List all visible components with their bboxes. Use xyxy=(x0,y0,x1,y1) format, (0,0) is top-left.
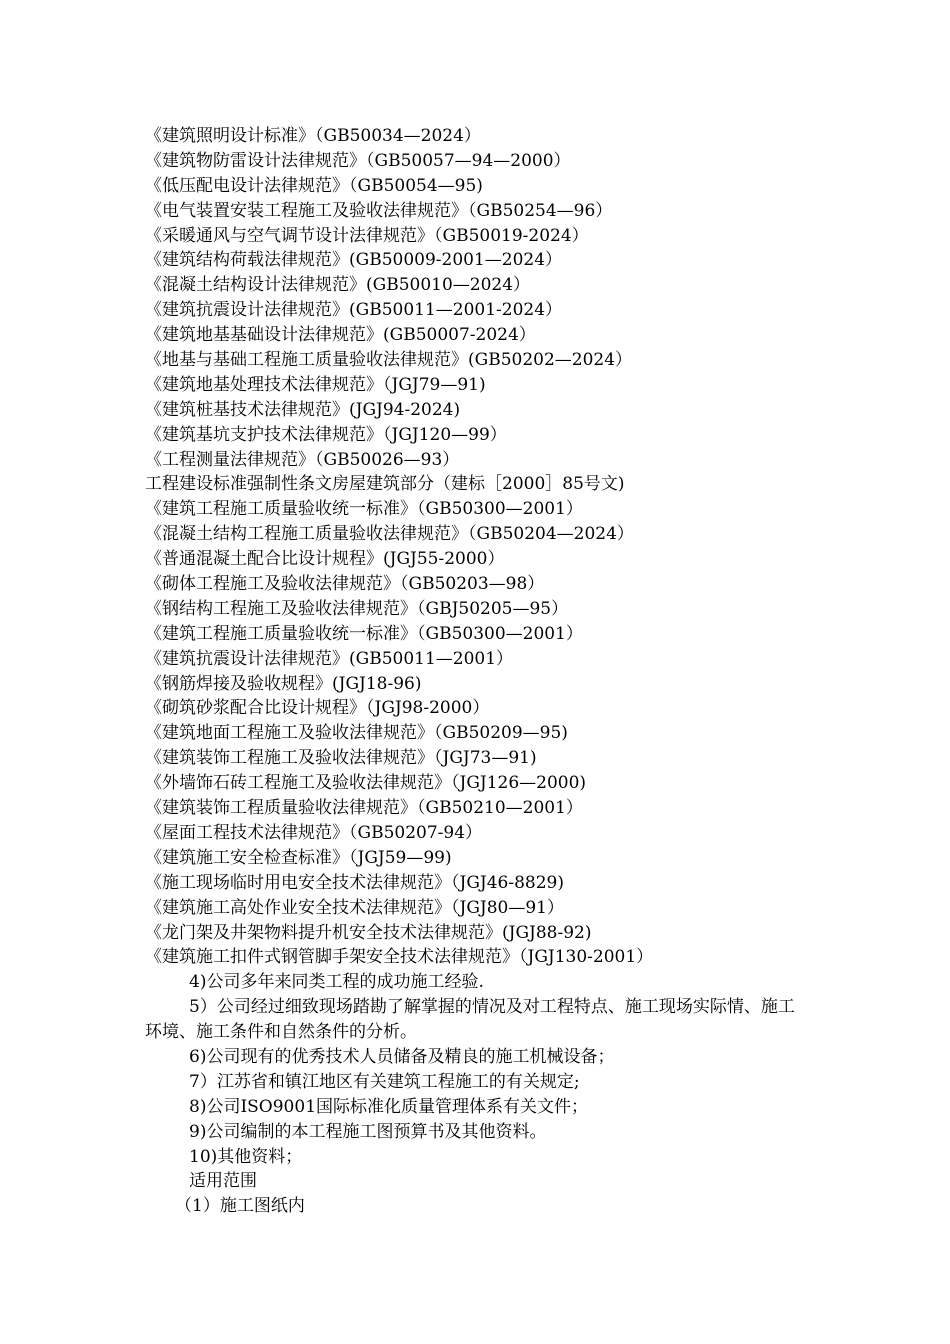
standard-item: 《建筑地面工程施工及验收法律规范》（GB50209—95) xyxy=(145,723,568,744)
standard-item: 《钢结构工程施工及验收法律规范》（GBJ50205—95） xyxy=(145,598,569,619)
standard-item: 《建筑基坑支护技术法律规范》（JGJ120—99） xyxy=(145,424,507,445)
standard-item: 《砌筑砂浆配合比设计规程》（JGJ98-2000） xyxy=(145,698,490,719)
standard-item: 《建筑装饰工程施工及验收法律规范》（JGJ73—91) xyxy=(145,748,537,769)
basis-item-4: 4)公司多年来同类工程的成功施工经验. xyxy=(189,972,484,993)
standard-item: 工程建设标准强制性条文房屋建筑部分（建标［2000］85号文) xyxy=(145,474,625,495)
basis-item-10: 10)其他资料； xyxy=(189,1146,303,1167)
standard-item: 《砌体工程施工及验收法律规范》（GB50203—98） xyxy=(145,574,545,595)
scope-heading: 适用范围 xyxy=(189,1171,257,1192)
standard-item: 《工程测量法律规范》（GB50026—93） xyxy=(145,449,460,470)
standard-item: 《建筑地基处理技术法律规范》（JGJ79—91) xyxy=(145,374,486,395)
document-body xyxy=(145,124,815,1219)
basis-item-9: 9)公司编制的本工程施工图预算书及其他资料。 xyxy=(189,1121,547,1142)
standard-item: 《龙门架及井架物料提升机安全技术法律规范》(JGJ88-92) xyxy=(145,922,592,943)
basis-item-7: 7）江苏省和镇江地区有关建筑工程施工的有关规定; xyxy=(189,1071,580,1092)
standard-item: 《建筑施工扣件式钢管脚手架安全技术法律规范》（JGJ130-2001） xyxy=(145,947,654,968)
standard-item: 《建筑工程施工质量验收统一标准》（GB50300—2001） xyxy=(145,623,583,644)
standard-item: 《施工现场临时用电安全技术法律规范》（JGJ46-8829) xyxy=(145,872,564,893)
standard-item: 《建筑照明设计标准》（GB50034—2024） xyxy=(145,126,481,146)
basis-item-5: 5）公司经过细致现场踏勘了解掌握的情况及对工程特点、施工现场实际情、施工环境、施工条件和自然条件的分析。 xyxy=(145,997,795,1043)
standard-item: 《低压配电设计法律规范》（GB50054—95) xyxy=(145,175,483,196)
scope-item-1: （1）施工图纸内 xyxy=(175,1196,305,1217)
standard-item: 《建筑施工安全检查标准》（JGJ59—99) xyxy=(145,847,452,868)
standard-item: 《电气装置安装工程施工及验收法律规范》（GB50254—96） xyxy=(145,200,613,221)
standards-list xyxy=(145,124,815,970)
standard-item: 《屋面工程技术法律规范》（GB50207-94） xyxy=(145,822,483,843)
standard-item: 《建筑物防雷设计法律规范》（GB50057—94—2000） xyxy=(145,150,571,171)
standard-item: 《建筑抗震设计法律规范》(GB50011—2001） xyxy=(145,648,514,669)
basis-item-6: 6)公司现有的优秀技术人员储备及精良的施工机械设备； xyxy=(189,1046,615,1067)
standard-item: 《普通混凝土配合比设计规程》(JGJ55-2000） xyxy=(145,549,505,570)
standard-item: 《建筑抗震设计法律规范》(GB50011—2001-2024） xyxy=(145,300,563,321)
standard-item: 《混凝土结构设计法律规范》(GB50010—2024） xyxy=(145,275,531,296)
standard-item: 《外墙饰石砖工程施工及验收法律规范》（JGJ126—2000) xyxy=(145,773,587,794)
basis-item-8: 8)公司ISO9001国际标准化质量管理体系有关文件； xyxy=(189,1096,589,1117)
standard-item: 《钢筋焊接及验收规程》(JGJ18-96) xyxy=(145,673,422,694)
standard-item: 《建筑工程施工质量验收统一标准》（GB50300—2001） xyxy=(145,499,583,520)
standard-item: 《采暖通风与空气调节设计法律规范》（GB50019-2024） xyxy=(145,225,589,246)
standard-item: 《建筑桩基技术法律规范》(JGJ94-2024) xyxy=(145,399,461,420)
standard-item: 《建筑施工高处作业安全技术法律规范》（JGJ80—91） xyxy=(145,897,564,918)
standard-item: 《建筑结构荷载法律规范》(GB50009-2001—2024） xyxy=(145,250,563,271)
standard-item: 《建筑地基基础设计法律规范》(GB50007-2024） xyxy=(145,325,536,346)
standard-item: 《建筑装饰工程质量验收法律规范》（GB50210—2001） xyxy=(145,798,583,819)
standard-item: 《地基与基础工程施工质量验收法律规范》(GB50202—2024） xyxy=(145,350,633,371)
standard-item: 《混凝土结构工程施工质量验收法律规范》（GB50204—2024） xyxy=(145,524,634,545)
